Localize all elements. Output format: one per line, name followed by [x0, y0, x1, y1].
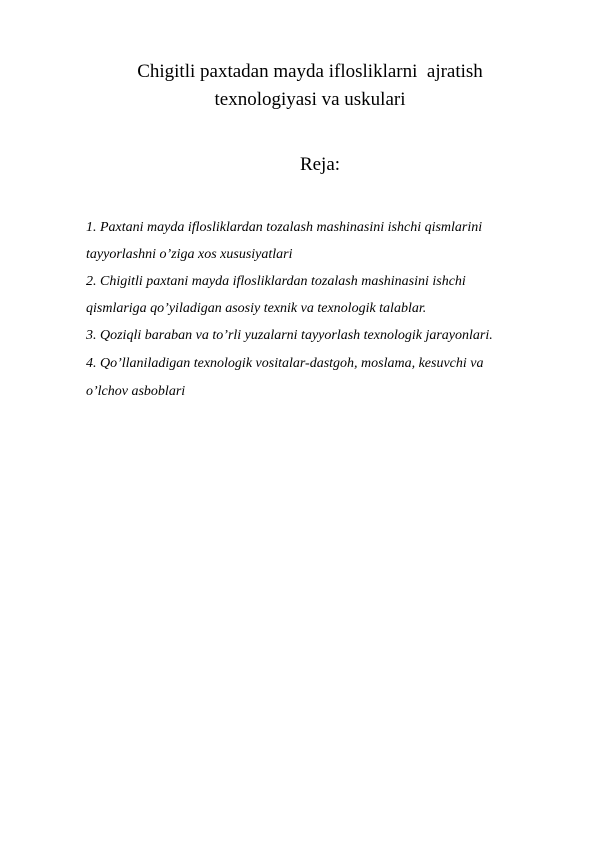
plan-item-3-line-1: 3. Qoziqli baraban va to’rli yuzalarni tayyorlash texnologik jarayonlari. [86, 328, 493, 343]
plan-item-4-line-2: o’lchov asboblari [86, 384, 186, 399]
document-title-line-1: Chigitli paxtadan mayda iflosliklarni ajratish [137, 61, 483, 82]
document-title-line-2: texnologiyasi va uskulari [214, 89, 406, 110]
plan-item-1-line-1: 1. Paxtani mayda iflosliklardan tozalash mashinasini ishchi qismlarini [86, 220, 483, 235]
plan-item-4-line-1: 4. Qo’llaniladigan texnologik vositalar-dastgoh, moslama, kesuvchi va [86, 356, 484, 371]
plan-heading: Reja: [299, 154, 341, 175]
plan-item-2-line-1: 2. Chigitli paxtani mayda iflosliklardan tozalash mashinasini ishchi [86, 274, 466, 289]
plan-item-1-line-2: tayyorlashni o’ziga xos xususiyatlari [86, 247, 293, 262]
plan-item-2-line-2: qismlariga qo’yiladigan asosiy texnik va texnologik talablar. [86, 301, 427, 316]
